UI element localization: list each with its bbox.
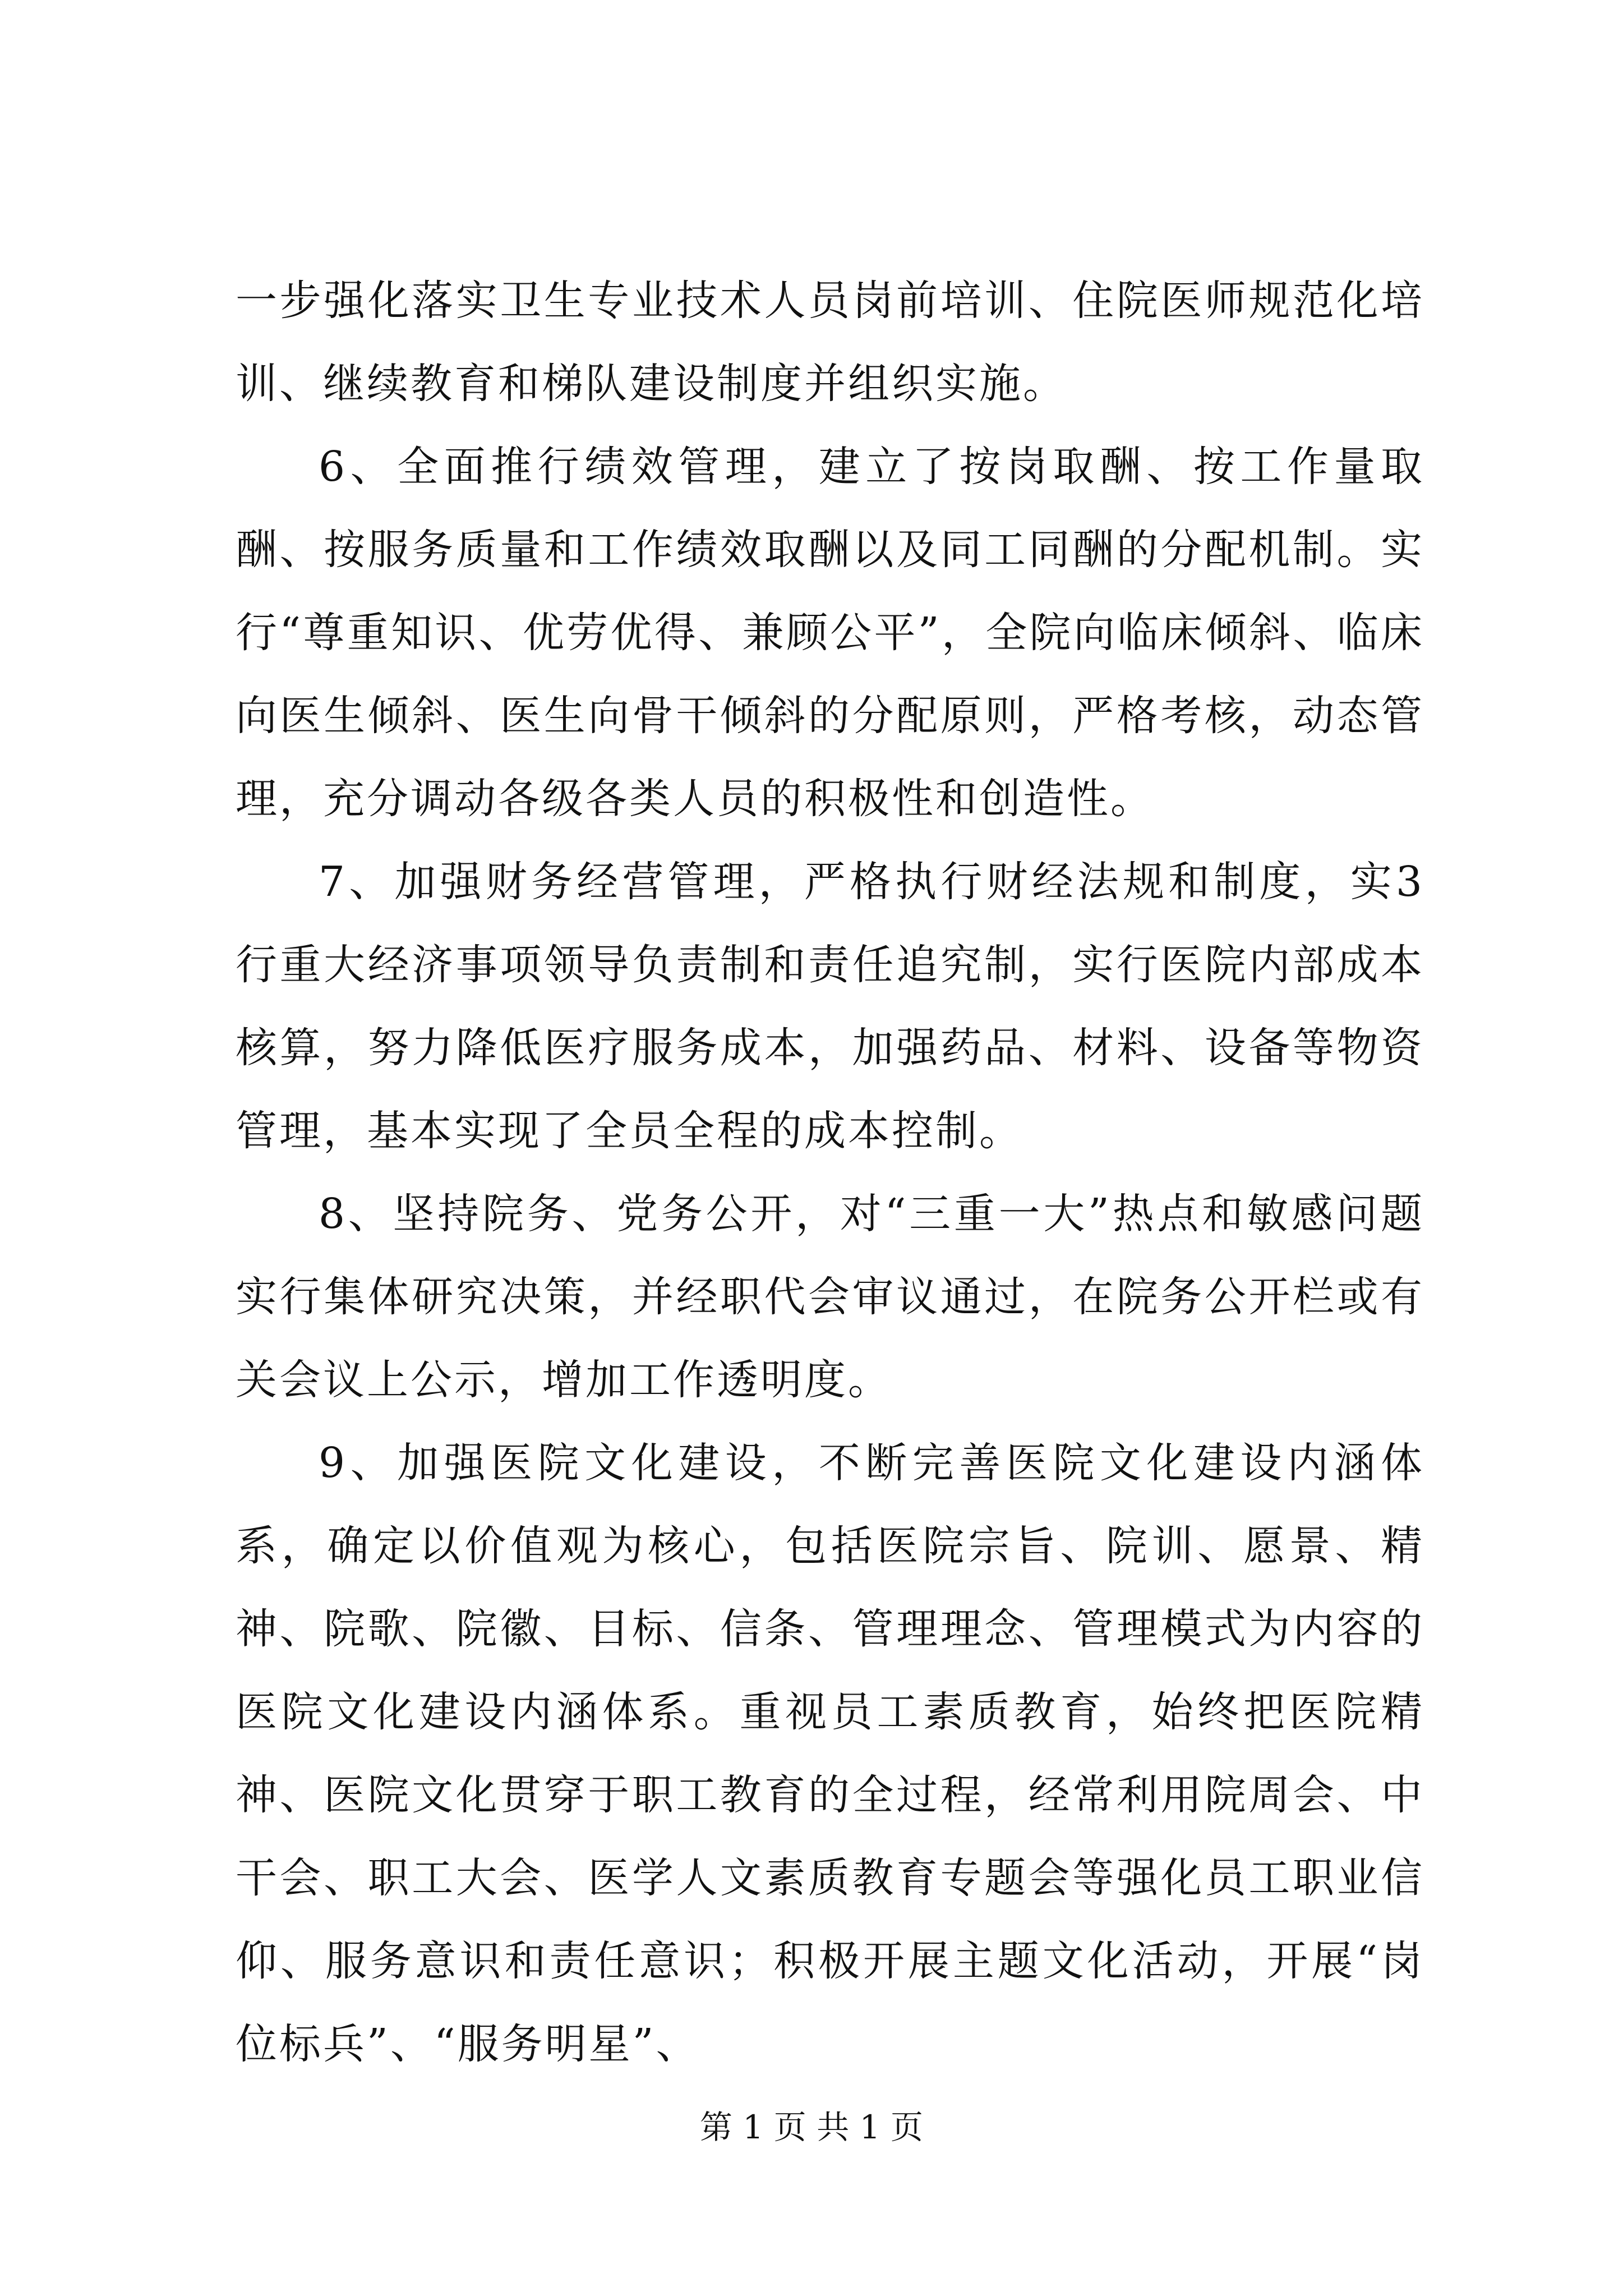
paragraph-item-6: 6、全面推行绩效管理，建立了按岗取酬、按工作量取酬、按服务质量和工作绩效取酬以及同工同酬的分配机制。实行“尊重知识、优劳优得、兼顾公平”，全院向临床倾斜、临床向医生倾斜、医生向骨干倾斜的分配原则，严格考核，动态管理，充分调动各级各类人员的积极性和创造性。 xyxy=(236,443,1424,823)
paragraph-item-8: 8、坚持院务、党务公开，对“三重一大”热点和敏感问题实行集体研究决策，并经职代会审议通过，在院务公开栏或有关会议上公示，增加工作透明度。 xyxy=(236,1190,1424,1404)
document-body xyxy=(236,259,1424,2086)
page-footer: 第 1 页 共 1 页 xyxy=(700,2108,923,2146)
paragraph-item-7: 7、加强财务经营管理，严格执行财经法规和制度，实3行重大经济事项领导负责制和责任追究制，实行医院内部成本核算，努力降低医疗服务成本，加强药品、材料、设备等物资管理，基本实现了全员全程的成本控制。 xyxy=(236,858,1424,1155)
paragraph-continuation: 一步强化落实卫生专业技术人员岗前培训、住院医师规范化培训、继续教育和梯队建设制度并组织实施。 xyxy=(236,277,1424,408)
paragraph-item-9: 9、加强医院文化建设，不断完善医院文化建设内涵体系，确定以价值观为核心，包括医院宗旨、院训、愿景、精神、院歌、院徽、目标、信条、管理理念、管理模式为内容的医院文化建设内涵体系。重视员工素质教育，始终把医院精神、医院文化贯穿于职工教育的全过程，经常利用院周会、中干会、职工大会、医学人文素质教育专题会等强化员工职业信仰、服务意识和责任意识；积极开展主题文化活动，开展“岗位标兵”、“服务明星”、 xyxy=(236,1439,1424,2068)
